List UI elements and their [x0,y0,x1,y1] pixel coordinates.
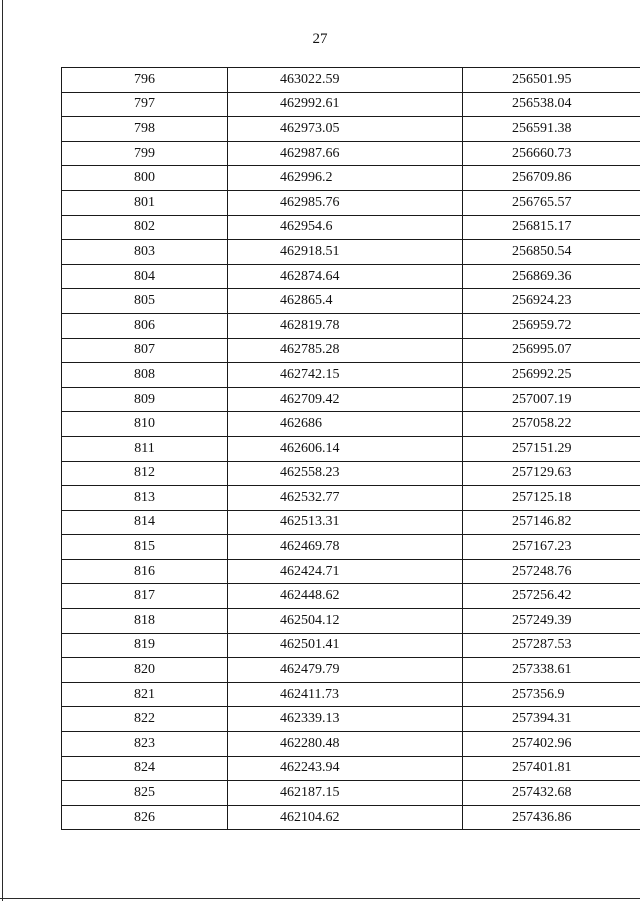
table-row [62,289,640,314]
table-row [62,707,640,732]
x-coordinate-cell: 462987.66 [228,141,463,166]
y-coordinate-cell: 256660.73 [463,141,640,166]
table-row [62,338,640,363]
point-number-cell: 796 [62,68,228,93]
y-coordinate-cell: 257287.53 [463,633,640,658]
x-coordinate-cell: 462973.05 [228,117,463,142]
y-coordinate-cell: 257356.9 [463,682,640,707]
y-coordinate-cell: 256501.95 [463,68,640,93]
x-coordinate-cell: 462686 [228,412,463,437]
table-row [62,190,640,215]
point-number-cell: 808 [62,363,228,388]
point-number-cell: 797 [62,92,228,117]
point-number-cell: 819 [62,633,228,658]
x-coordinate-cell: 462469.78 [228,535,463,560]
x-coordinate-cell: 462448.62 [228,584,463,609]
table-row [62,682,640,707]
x-coordinate-cell: 462606.14 [228,436,463,461]
x-coordinate-cell: 462243.94 [228,756,463,781]
x-coordinate-cell: 463022.59 [228,68,463,93]
x-coordinate-cell: 462104.62 [228,805,463,830]
point-number-cell: 822 [62,707,228,732]
point-number-cell: 821 [62,682,228,707]
y-coordinate-cell: 257007.19 [463,387,640,412]
x-coordinate-cell: 462865.4 [228,289,463,314]
table-row [62,510,640,535]
y-coordinate-cell: 257436.86 [463,805,640,830]
point-number-cell: 820 [62,658,228,683]
table-row [62,756,640,781]
point-number-cell: 801 [62,190,228,215]
table-row [62,166,640,191]
x-coordinate-cell: 462874.64 [228,264,463,289]
y-coordinate-cell: 256869.36 [463,264,640,289]
table-row [62,535,640,560]
y-coordinate-cell: 257432.68 [463,781,640,806]
y-coordinate-cell: 256992.25 [463,363,640,388]
y-coordinate-cell: 257402.96 [463,732,640,757]
y-coordinate-cell: 256591.38 [463,117,640,142]
x-coordinate-cell: 462532.77 [228,486,463,511]
y-coordinate-cell: 256709.86 [463,166,640,191]
point-number-cell: 814 [62,510,228,535]
table-row [62,805,640,830]
table-row [62,141,640,166]
x-coordinate-cell: 462513.31 [228,510,463,535]
table-row [62,461,640,486]
table-row [62,68,640,93]
x-coordinate-cell: 462501.41 [228,633,463,658]
point-number-cell: 825 [62,781,228,806]
point-number-cell: 815 [62,535,228,560]
table-row [62,215,640,240]
x-coordinate-cell: 462280.48 [228,732,463,757]
point-number-cell: 817 [62,584,228,609]
table-row [62,240,640,265]
x-coordinate-cell: 462954.6 [228,215,463,240]
table-row [62,117,640,142]
y-coordinate-cell: 256538.04 [463,92,640,117]
table-row [62,781,640,806]
table-row [62,658,640,683]
x-coordinate-cell: 462187.15 [228,781,463,806]
y-coordinate-cell: 257256.42 [463,584,640,609]
table-row [62,486,640,511]
point-number-cell: 798 [62,117,228,142]
x-coordinate-cell: 462504.12 [228,609,463,634]
table-row [62,313,640,338]
table-row [62,559,640,584]
point-number-cell: 812 [62,461,228,486]
x-coordinate-cell: 462918.51 [228,240,463,265]
point-number-cell: 810 [62,412,228,437]
y-coordinate-cell: 257248.76 [463,559,640,584]
y-coordinate-cell: 256765.57 [463,190,640,215]
y-coordinate-cell: 257338.61 [463,658,640,683]
y-coordinate-cell: 257146.82 [463,510,640,535]
table-row [62,412,640,437]
scan-edge-left [2,0,3,901]
x-coordinate-cell: 462339.13 [228,707,463,732]
table-row [62,732,640,757]
point-number-cell: 803 [62,240,228,265]
table-row [62,436,640,461]
point-number-cell: 811 [62,436,228,461]
x-coordinate-cell: 462479.79 [228,658,463,683]
y-coordinate-cell: 257167.23 [463,535,640,560]
point-number-cell: 799 [62,141,228,166]
point-number-cell: 804 [62,264,228,289]
point-number-cell: 802 [62,215,228,240]
point-number-cell: 800 [62,166,228,191]
y-coordinate-cell: 256959.72 [463,313,640,338]
table-row [62,633,640,658]
x-coordinate-cell: 462558.23 [228,461,463,486]
y-coordinate-cell: 257129.63 [463,461,640,486]
point-number-cell: 813 [62,486,228,511]
y-coordinate-cell: 256815.17 [463,215,640,240]
table-row [62,609,640,634]
y-coordinate-cell: 256995.07 [463,338,640,363]
point-number-cell: 826 [62,805,228,830]
point-number-cell: 807 [62,338,228,363]
x-coordinate-cell: 462996.2 [228,166,463,191]
y-coordinate-cell: 257151.29 [463,436,640,461]
x-coordinate-cell: 462742.15 [228,363,463,388]
x-coordinate-cell: 462709.42 [228,387,463,412]
point-number-cell: 805 [62,289,228,314]
page-number: 27 [312,31,328,47]
x-coordinate-cell: 462411.73 [228,682,463,707]
y-coordinate-cell: 257394.31 [463,707,640,732]
point-number-cell: 824 [62,756,228,781]
table-row [62,387,640,412]
coordinates-table [61,67,640,830]
table-row [62,584,640,609]
point-number-cell: 823 [62,732,228,757]
point-number-cell: 809 [62,387,228,412]
point-number-cell: 816 [62,559,228,584]
y-coordinate-cell: 257401.81 [463,756,640,781]
coordinates-table-body [62,68,640,830]
y-coordinate-cell: 256924.23 [463,289,640,314]
x-coordinate-cell: 462424.71 [228,559,463,584]
y-coordinate-cell: 257058.22 [463,412,640,437]
y-coordinate-cell: 257249.39 [463,609,640,634]
y-coordinate-cell: 256850.54 [463,240,640,265]
table-row [62,92,640,117]
x-coordinate-cell: 462785.28 [228,338,463,363]
point-number-cell: 806 [62,313,228,338]
x-coordinate-cell: 462992.61 [228,92,463,117]
scan-edge-bottom [0,898,640,899]
y-coordinate-cell: 257125.18 [463,486,640,511]
table-row [62,363,640,388]
x-coordinate-cell: 462985.76 [228,190,463,215]
point-number-cell: 818 [62,609,228,634]
table-row [62,264,640,289]
x-coordinate-cell: 462819.78 [228,313,463,338]
